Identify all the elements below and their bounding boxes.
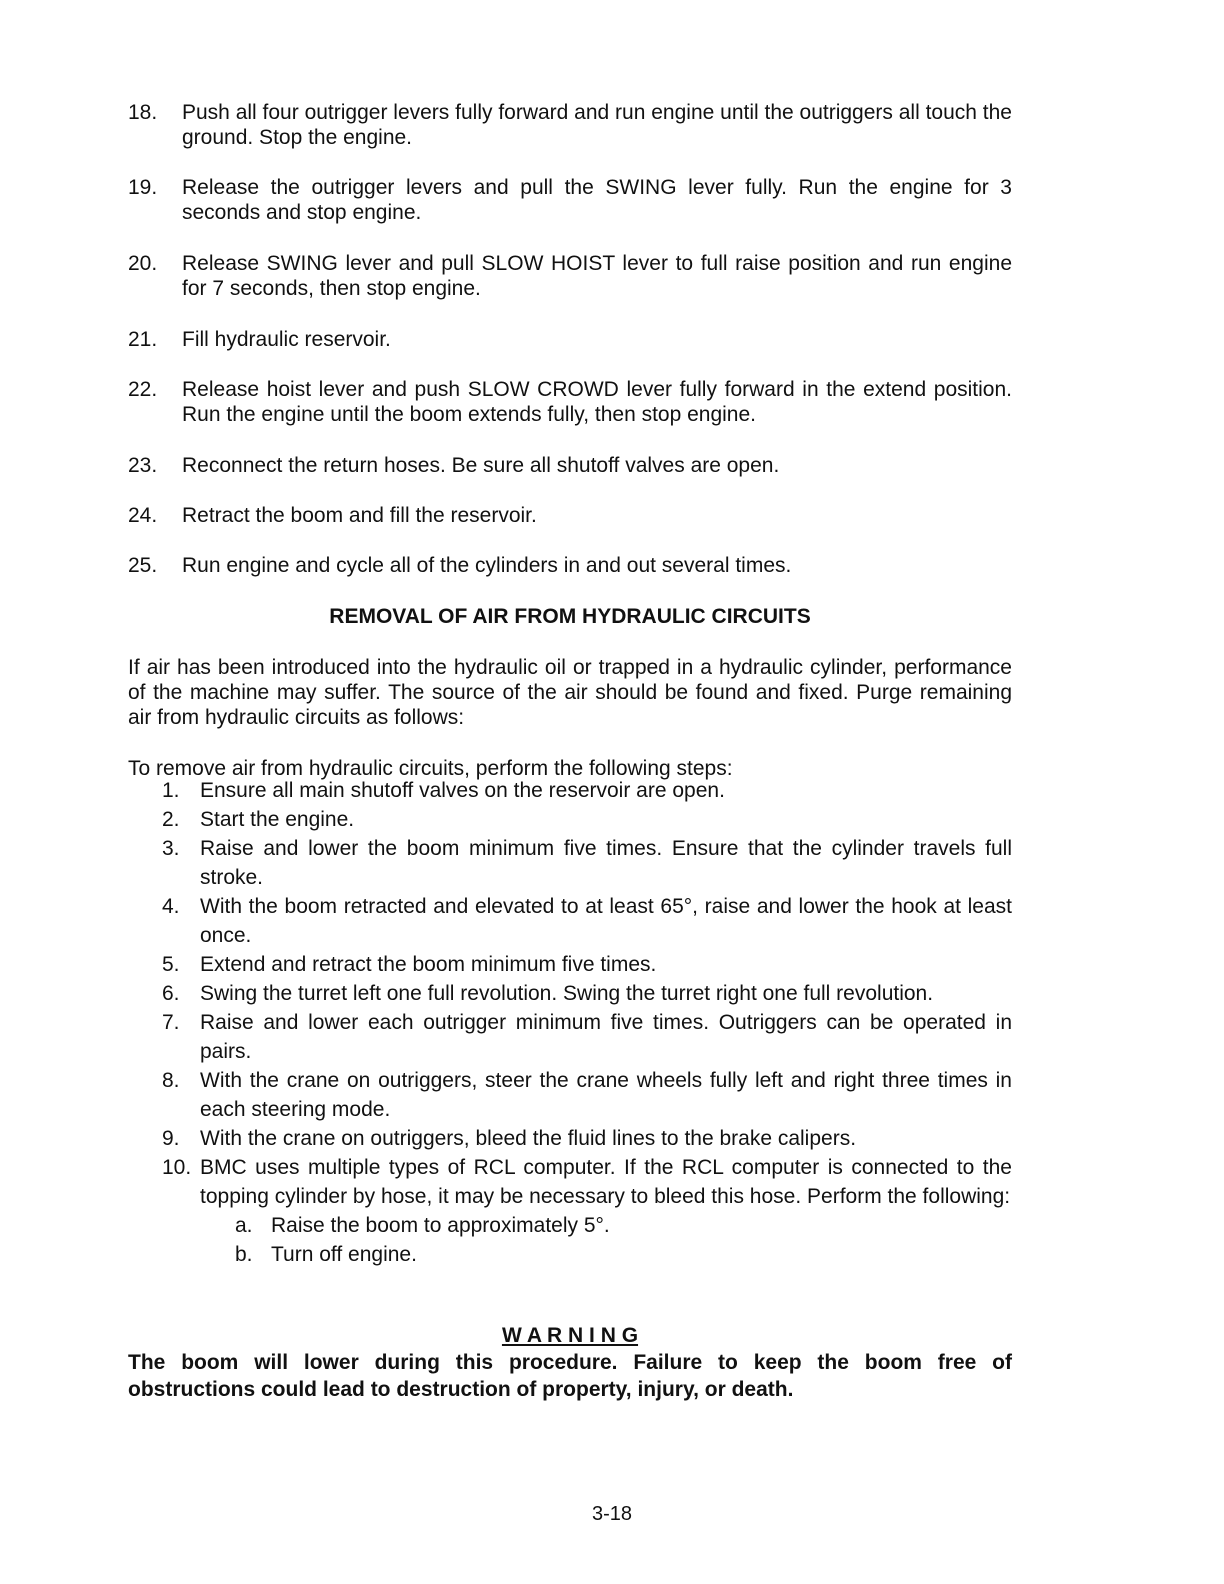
page-number: 3-18 <box>591 1503 633 1525</box>
step-19 <box>128 175 1012 225</box>
procedure-step <box>128 892 1012 950</box>
step-number: 8. <box>162 1069 180 1092</box>
sub-step-letter: b. <box>235 1243 253 1266</box>
intro-paragraph: If air has been introduced into the hydraulic oil or trapped in a hydraulic cylinder, performance of the machine may suffer. The source of the air should be found and fixed. Purge remaining air from hydraulic circuits as follows: <box>128 656 1012 729</box>
step-number: 2. <box>162 808 180 831</box>
step-text: With the boom retracted and elevated to at least 65°, raise and lower the hook at least once. <box>200 895 1012 947</box>
step-text: Push all four outrigger levers fully forward and run engine until the outriggers all touch the ground. Stop the engine. <box>182 101 1012 149</box>
step-18 <box>128 100 1012 150</box>
step-text: Retract the boom and fill the reservoir. <box>182 504 537 527</box>
step-number: 1. <box>162 779 180 802</box>
step-number: 22. <box>128 378 158 401</box>
procedure-step <box>128 1066 1012 1124</box>
step-number: 25. <box>128 554 158 577</box>
procedure-step <box>128 776 1012 805</box>
step-text: Raise and lower the boom minimum five times. Ensure that the cylinder travels full stroke. <box>200 837 1012 889</box>
sub-step-letter: a. <box>235 1214 253 1237</box>
procedure-step <box>128 1008 1012 1066</box>
step-text: With the crane on outriggers, bleed the fluid lines to the brake calipers. <box>200 1127 857 1150</box>
procedure-list <box>128 776 1012 1269</box>
step-text: Release hoist lever and push SLOW CROWD lever fully forward in the extend position. Run the engine until the boom extends fully, then stop engine. <box>182 378 1012 426</box>
section-heading: REMOVAL OF AIR FROM HYDRAULIC CIRCUITS <box>329 605 811 628</box>
procedure-step <box>128 950 1012 979</box>
step-number: 23. <box>128 454 158 477</box>
step-number: 5. <box>162 953 180 976</box>
step-number: 4. <box>162 895 180 918</box>
step-24 <box>128 503 1012 528</box>
step-number: 21. <box>128 328 158 351</box>
sub-step <box>128 1211 1012 1240</box>
step-text: Ensure all main shutoff valves on the reservoir are open. <box>200 779 725 802</box>
step-text: Swing the turret left one full revolution. Swing the turret right one full revolution. <box>200 982 934 1005</box>
step-text: Run engine and cycle all of the cylinders in and out several times. <box>182 554 792 577</box>
sub-step <box>128 1240 1012 1269</box>
step-number: 3. <box>162 837 180 860</box>
step-number: 6. <box>162 982 180 1005</box>
step-text: Fill hydraulic reservoir. <box>182 328 391 351</box>
step-number: 19. <box>128 176 158 199</box>
step-text: BMC uses multiple types of RCL computer. If the RCL computer is connected to the topping cylinder by hose, it may be necessary to bleed this hose. Perform the following: <box>200 1156 1012 1208</box>
step-number: 24. <box>128 504 158 527</box>
step-number: 20. <box>128 252 158 275</box>
step-text: Reconnect the return hoses. Be sure all shutoff valves are open. <box>182 454 780 477</box>
step-text: Extend and retract the boom minimum five times. <box>200 953 657 976</box>
procedure-lead: To remove air from hydraulic circuits, perform the following steps: <box>128 757 733 780</box>
step-text: Release the outrigger levers and pull the SWING lever fully. Run the engine for 3 seconds and stop engine. <box>182 176 1012 224</box>
step-number: 9. <box>162 1127 180 1150</box>
procedure-step <box>128 805 1012 834</box>
procedure-step <box>128 1124 1012 1153</box>
procedure-step <box>128 1153 1012 1211</box>
sub-step-text: Raise the boom to approximately 5°. <box>271 1214 610 1237</box>
sub-step-text: Turn off engine. <box>271 1243 417 1266</box>
procedure-step <box>128 834 1012 892</box>
step-text: Start the engine. <box>200 808 355 831</box>
step-number: 7. <box>162 1011 180 1034</box>
step-text: With the crane on outriggers, steer the crane wheels fully left and right three times in each steering mode. <box>200 1069 1012 1121</box>
step-25 <box>128 553 1012 578</box>
procedure-step <box>128 979 1012 1008</box>
step-text: Release SWING lever and pull SLOW HOIST lever to full raise position and run engine for 7 seconds, then stop engine. <box>182 252 1012 300</box>
step-23 <box>128 453 1012 478</box>
step-number: 18. <box>128 101 158 124</box>
step-20 <box>128 251 1012 301</box>
warning-text: The boom will lower during this procedure. Failure to keep the boom free of obstructions could lead to destruction of property, injury, or death. <box>128 1351 1012 1401</box>
step-22 <box>128 377 1012 427</box>
warning-title: W A R N I N G <box>501 1324 639 1347</box>
step-21 <box>128 327 1012 352</box>
step-number: 10. <box>162 1156 192 1179</box>
step-text: Raise and lower each outrigger minimum five times. Outriggers can be operated in pairs. <box>200 1011 1012 1063</box>
